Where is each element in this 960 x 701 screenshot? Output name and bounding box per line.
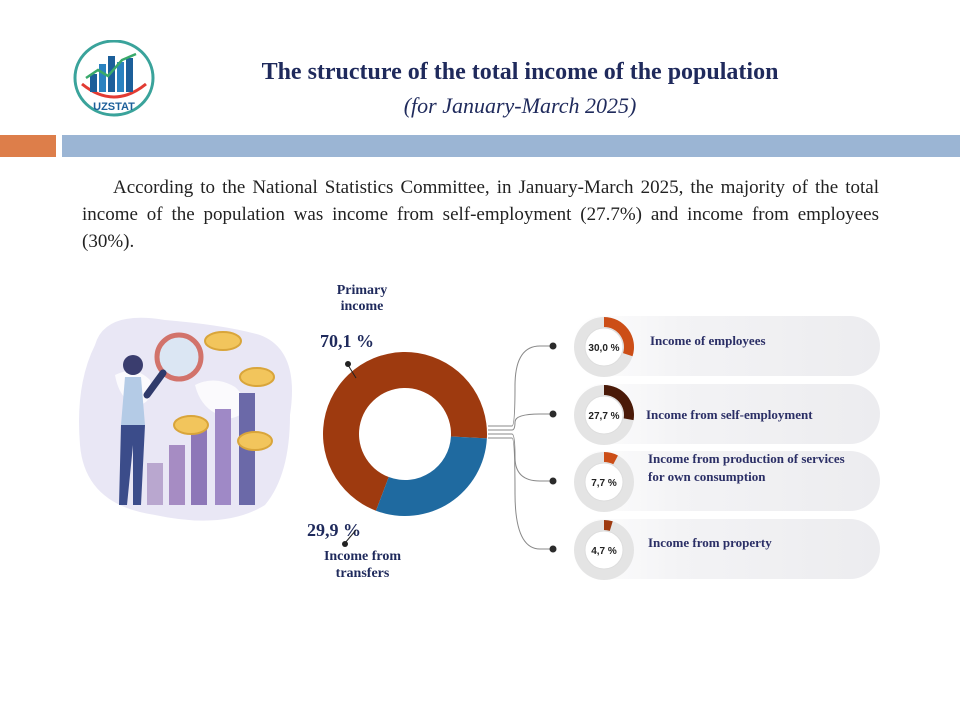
donut-hole bbox=[360, 389, 450, 479]
connector-dot bbox=[550, 546, 557, 553]
page-subtitle: (for January-March 2025) bbox=[403, 93, 637, 118]
mini-ring-value-label: 4,7 % bbox=[591, 546, 617, 557]
connector-line bbox=[488, 434, 552, 481]
page-title: The structure of the total income of the population bbox=[261, 59, 779, 85]
transfers-pointer-line bbox=[345, 530, 356, 543]
transfers-pointer-dot bbox=[342, 541, 348, 547]
mini-ring-value-label: 27,7 % bbox=[588, 411, 620, 422]
intro-paragraph: According to the National Statistics Committee, in January-March 2025, the majority of the total income of the population was income from self-employment (27.7%) and income from employees (30%). bbox=[82, 177, 879, 252]
mini-ring-value-label: 30,0 % bbox=[588, 343, 620, 354]
connector-dot bbox=[550, 343, 557, 350]
breakdown-row-label: Income from property bbox=[648, 535, 772, 550]
connector-lines bbox=[488, 343, 557, 553]
primary-pointer-dot bbox=[345, 361, 351, 367]
primary-income-label: Primary income bbox=[336, 283, 388, 314]
transfers-value-label: 29,9 % bbox=[307, 520, 361, 540]
connector-line bbox=[488, 414, 552, 430]
breakdown-row-label: Income of employees bbox=[650, 333, 766, 348]
breakdown-row-label: Income from self-employment bbox=[646, 407, 813, 422]
logo-text: UZSTAT bbox=[93, 101, 135, 113]
transfers-label: Income from transfers bbox=[323, 549, 402, 581]
main-donut bbox=[323, 352, 487, 547]
breakdown-row-label: Income from production of services for own consumption bbox=[648, 451, 845, 484]
connector-line bbox=[488, 438, 552, 549]
connector-dot bbox=[550, 411, 557, 418]
mini-ring-value-label: 7,7 % bbox=[591, 478, 617, 489]
connector-dot bbox=[550, 478, 557, 485]
primary-income-value-label: 70,1 % bbox=[320, 331, 374, 351]
breakdown-rows bbox=[572, 316, 880, 580]
